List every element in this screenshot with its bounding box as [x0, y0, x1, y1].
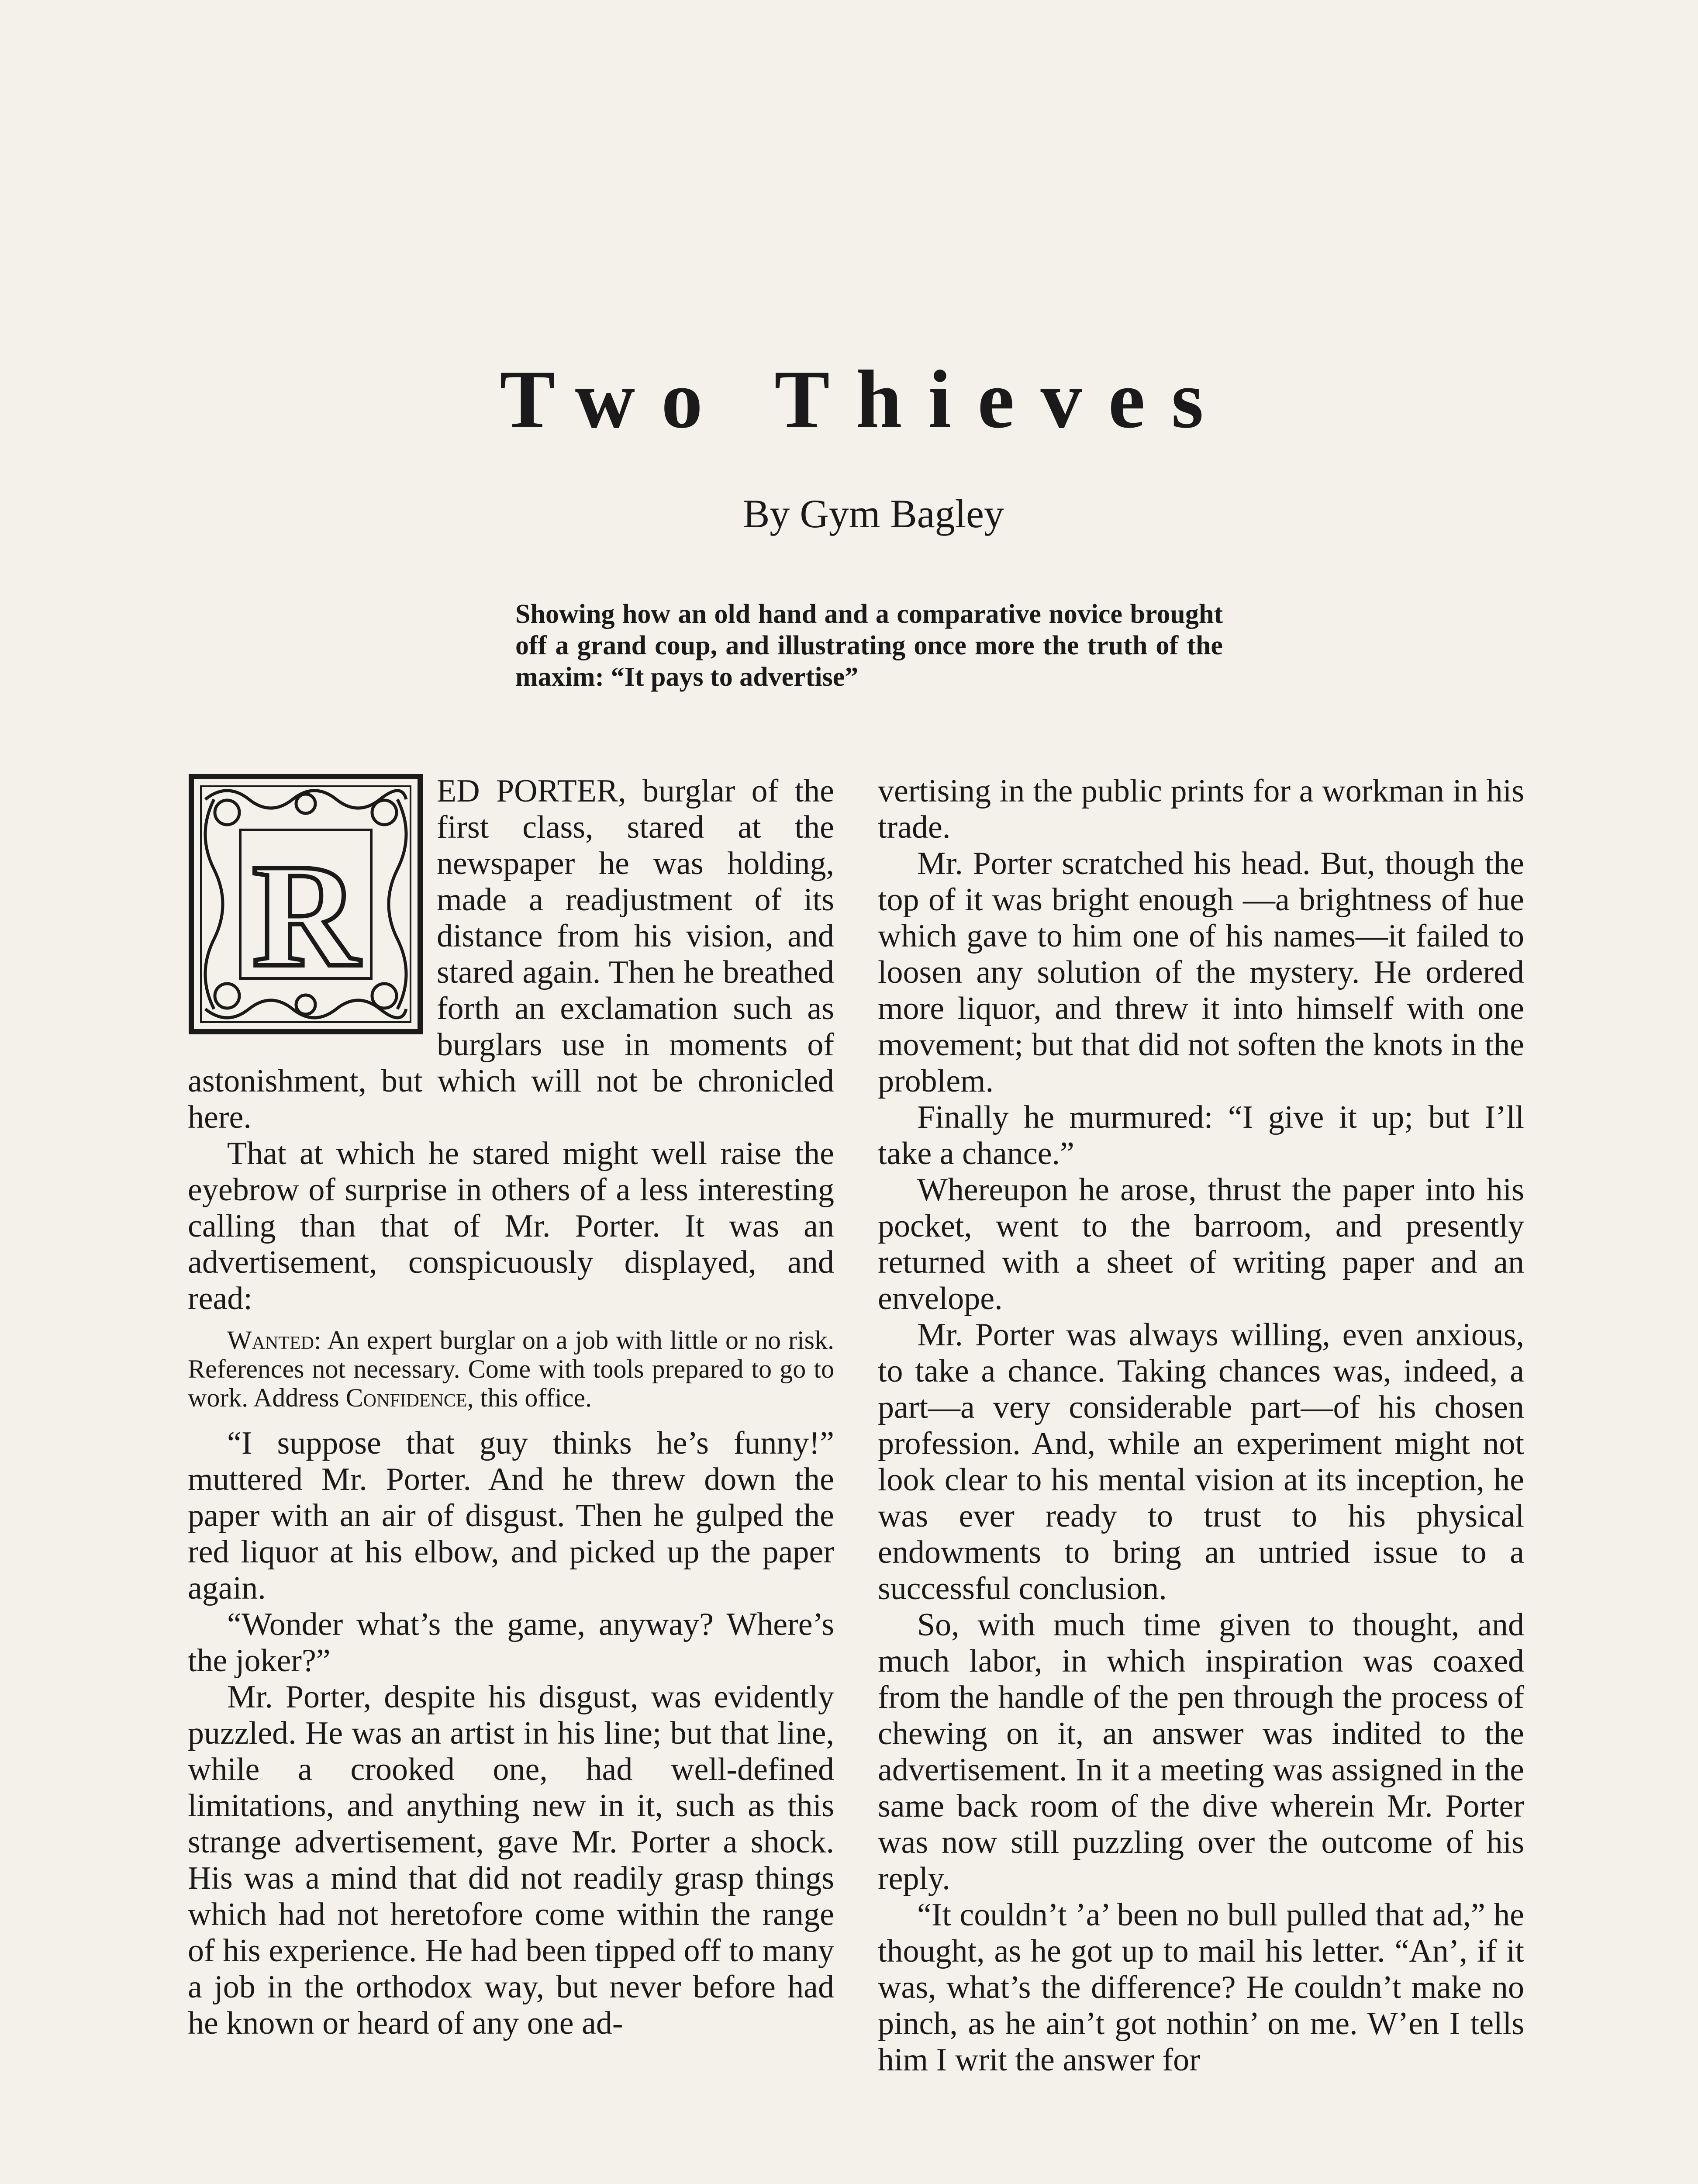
left-column	[188, 773, 834, 2042]
paragraph: That at which he stared might well raise the eyebrow of surprise in others of a less interesting calling than that of Mr. Porter. It was an advertisement, conspicuously displayed, and read:	[188, 1136, 834, 1317]
article-byline: By Gym Bagley	[743, 491, 1004, 536]
right-column	[878, 773, 1524, 2078]
ad-confidence-label: Confidence	[345, 1383, 467, 1412]
paragraph: “Wonder what’s the game, anyway? Where’s the joker?”	[188, 1607, 834, 1679]
paragraph: “I suppose that guy thinks he’s funny!” muttered Mr. Porter. And he threw down the paper with an air of disgust. Then he gulped the red liquor at his elbow, and picked up the paper again.	[188, 1425, 834, 1606]
paragraph-opening: ED PORTER, burglar of the first class, stared at the newspaper he was holding, made a readjustment of its distance from his vision, and stared again. Then he breathed forth an exclamation such as burglars use in moments of astonishment, but which will not be chronicled here.	[188, 773, 834, 1135]
article-title: Two Thieves	[500, 354, 1230, 446]
paragraph: Mr. Porter was always willing, even anxious, to take a chance. Taking chances was, indeed, a part—a very considerable part—of his chosen profession. And, while an experiment might not look clear to his mental vision at its inception, he was ever ready to trust to his physical endowments to bring an untried issue to a successful conclusion.	[878, 1317, 1524, 1607]
svg-text:R: R	[252, 833, 359, 998]
ad-text: An expert burglar on a job with little or no risk. References not necessary. Come with tools prepared to go to work. Address	[188, 1326, 834, 1412]
paragraph: Mr. Porter, despite his disgust, was evidently puzzled. He was an artist in his line; but that line, while a crooked one, had well-defined limitations, and anything new in it, such as this strange advertisement, gave Mr. Porter a shock. His was a mind that did not readily grasp things which had not heretofore come within the range of his experience. He had been tipped off to many a job in the orthodox way, but never before had he known or heard of any one ad-	[188, 1679, 834, 2041]
paragraph: Whereupon he arose, thrust the paper into his pocket, went to the barroom, and presently returned with a sheet of writing paper and an envelope.	[878, 1172, 1524, 1317]
paragraph: “It couldn’t ’a’ been no bull pulled that ad,” he thought, as he got up to mail his letter. “An’, if it was, what’s the difference? He couldn’t make no pinch, as he ain’t got nothin’ on me. W’en I tells him I writ the answer for	[878, 1897, 1524, 2078]
paragraph: Mr. Porter scratched his head. But, though the top of it was bright enough —a brightness of hue which gave to him one of his names—it failed to loosen any solution of the mystery. He ordered more liquor, and threw it into himself with one movement; but that did not soften the knots in the problem.	[878, 846, 1524, 1099]
paragraph: So, with much time given to thought, and much labor, in which inspiration was coaxed from the handle of the pen through the process of chewing on it, an answer was indited to the advertisement. In it a meeting was assigned in the same back room of the dive wherein Mr. Porter was now still puzzling over the outcome of his reply.	[878, 1607, 1524, 1897]
paragraph: Finally he murmured: “I give it up; but I’ll take a chance.”	[878, 1099, 1524, 1171]
ad-text-end: , this office.	[467, 1383, 592, 1412]
ad-wanted-label: Wanted:	[227, 1326, 321, 1355]
ornamental-dropcap-icon	[188, 773, 424, 1035]
article-deck: Showing how an old hand and a comparative novice brought off a grand coup, and illustrating once more the truth of the maxim: “It pays to advertise”	[515, 599, 1223, 692]
advertisement-quote	[188, 1326, 834, 1412]
paragraph-continued: vertising in the public prints for a workman in his trade.	[878, 773, 1524, 845]
